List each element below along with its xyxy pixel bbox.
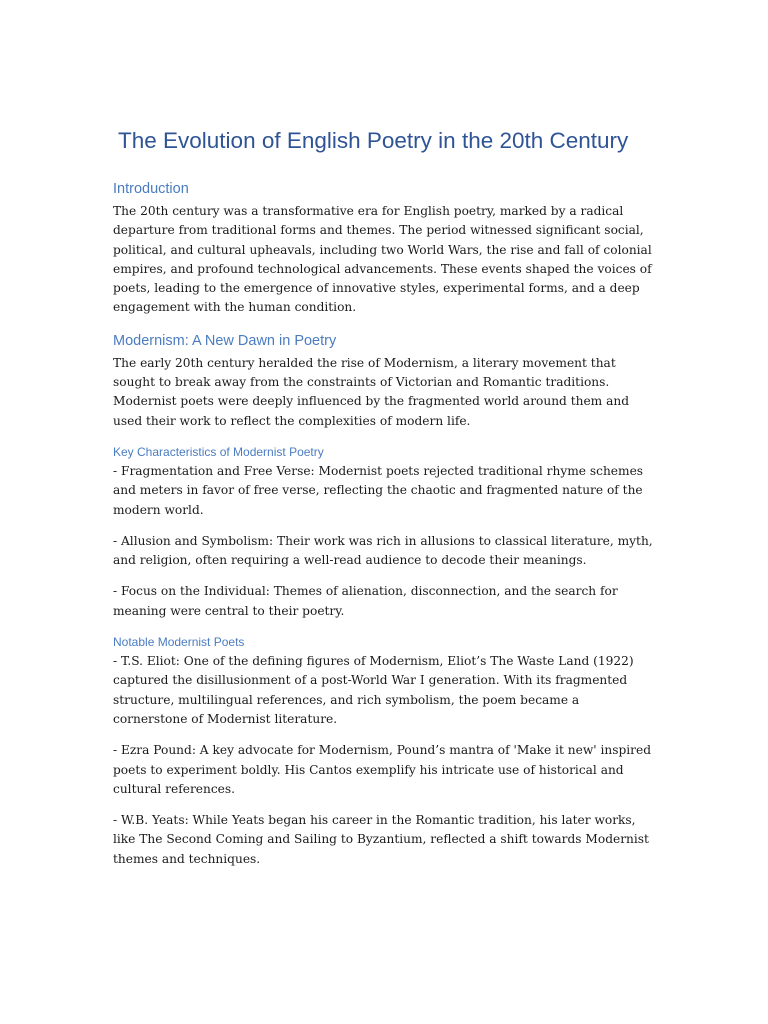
introduction-paragraph: The 20th century was a transformative era for English poetry, marked by a radical departure from traditional forms and themes. The period witnessed significant social, political, and cultural upheavals, including two World Wars, the rise and fall of colonial empires, and profound technological advancements. These events shaped the voices of poets, leading to the emergence of innovative styles, experimental forms, and a deep engagement with the human condition.	[113, 204, 652, 315]
notable-poets-heading: Notable Modernist Poets	[113, 635, 245, 650]
poet-item: - W.B. Yeats: While Yeats began his career in the Romantic tradition, his later works, like The Second Coming and Sailing to Byzantium, reflected a shift towards Modernist themes and techniques.	[113, 813, 649, 866]
poet-item: - T.S. Eliot: One of the defining figures of Modernism, Eliot’s The Waste Land (1922) captured the disillusionment of a post-World War I generation. With its fragmented structure, multilingual references, and rich symbolism, the poem became a cornerstone of Modernist literature.	[113, 654, 634, 726]
modernism-paragraph: The early 20th century heralded the rise of Modernism, a literary movement that sought to break away from the constraints of Victorian and Romantic traditions. Modernist poets were deeply influenced by the fragmented world around them and used their work to reflect the complexities of modern life.	[113, 355, 630, 428]
poet-item: - Ezra Pound: A key advocate for Modernism, Pound’s mantra of 'Make it new' inspired poets to experiment boldly. His Cantos exemplify his intricate use of historical and cultural references.	[113, 743, 652, 796]
document-body	[113, 126, 653, 869]
characteristics-heading: Key Characteristics of Modernist Poetry	[113, 444, 324, 459]
characteristic-item: - Fragmentation and Free Verse: Modernist poets rejected traditional rhyme schemes and meters in favor of free verse, reflecting the chaotic and fragmented nature of the modern world.	[113, 463, 644, 517]
introduction-section	[113, 178, 653, 318]
document-title: The Evolution of English Poetry in the 20th Century	[118, 128, 629, 153]
characteristic-item: - Allusion and Symbolism: Their work was rich in allusions to classical literature, myth, and religion, often requiring a well-read audience to decode their meanings.	[113, 533, 653, 568]
characteristic-item: - Focus on the Individual: Themes of alienation, disconnection, and the search for meaning were central to their poetry.	[113, 584, 618, 618]
modernism-heading: Modernism: A New Dawn in Poetry	[113, 332, 337, 349]
introduction-heading: Introduction	[113, 181, 189, 197]
modernism-section	[113, 330, 653, 869]
